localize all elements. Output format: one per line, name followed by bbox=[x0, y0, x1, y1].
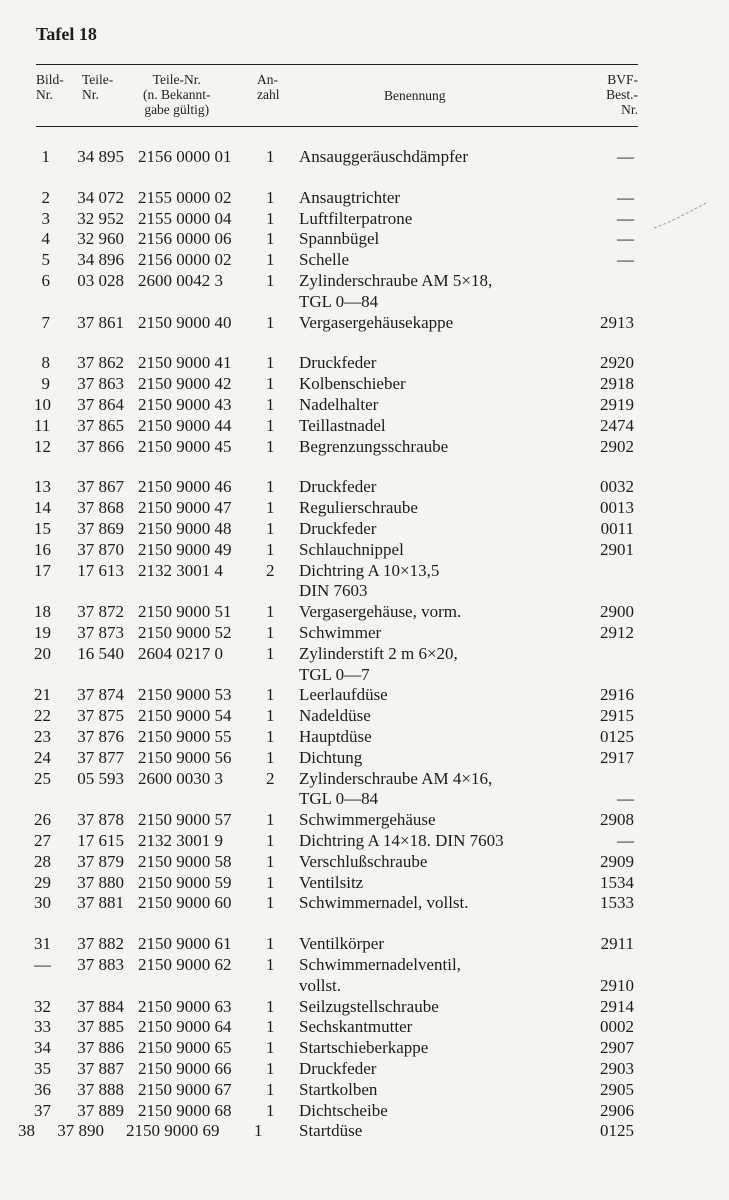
cell-anzahl: 1 bbox=[266, 727, 275, 746]
table-row bbox=[0, 352, 729, 374]
cell-bild-nr: 16 bbox=[34, 539, 51, 559]
cell-bvf-nr: 2901 bbox=[600, 539, 634, 559]
cell-benennung: Druckfeder bbox=[299, 519, 377, 538]
cell-anzahl: 1 bbox=[266, 477, 275, 497]
cell-teile-nr-neu: 2150 9000 55 bbox=[138, 727, 232, 746]
cell-bvf-nr: 2913 bbox=[600, 312, 634, 332]
cell-anzahl: 1 bbox=[266, 436, 275, 456]
cell-teile-nr: 16 540 bbox=[77, 643, 124, 663]
table-row bbox=[0, 373, 729, 395]
cell-bild-nr: 33 bbox=[34, 1017, 51, 1037]
table-row bbox=[0, 872, 729, 894]
cell-bild-nr: 7 bbox=[41, 312, 50, 332]
cell-bvf-nr: 2917 bbox=[600, 747, 634, 767]
cell-benennung: Kolbenschieber bbox=[299, 374, 406, 394]
cell-teile-nr-neu: 2600 0030 3 bbox=[138, 768, 223, 788]
cell-teile-nr: 37 888 bbox=[77, 1079, 124, 1099]
cell-teile-nr: 37 877 bbox=[77, 747, 124, 767]
table-row bbox=[0, 788, 729, 810]
table-row bbox=[0, 933, 729, 955]
cell-benennung: Leerlaufdüse bbox=[299, 685, 388, 705]
cell-benennung: Druckfeder bbox=[299, 1059, 377, 1078]
cell-teile-nr: 37 864 bbox=[77, 395, 124, 414]
cell-anzahl: 1 bbox=[266, 893, 275, 913]
cell-bvf-nr: 0032 bbox=[600, 477, 634, 497]
cell-teile-nr: 17 615 bbox=[77, 831, 124, 850]
cell-teile-nr-neu: 2150 9000 68 bbox=[138, 1100, 232, 1120]
cell-bild-nr: 21 bbox=[34, 685, 51, 705]
cell-teile-nr-neu: 2156 0000 02 bbox=[138, 250, 232, 270]
cell-bvf-nr: 2911 bbox=[600, 934, 634, 954]
cell-bild-nr: 20 bbox=[34, 643, 51, 663]
cell-anzahl: 1 bbox=[266, 623, 275, 642]
table-row bbox=[0, 1079, 729, 1101]
cell-benennung: Startschieberkappe bbox=[299, 1038, 429, 1058]
table-row bbox=[0, 539, 729, 561]
cell-teile-nr: 37 883 bbox=[77, 955, 124, 974]
cell-teile-nr: 37 882 bbox=[77, 934, 124, 954]
cell-bild-nr: 10 bbox=[34, 395, 51, 414]
cell-bvf-nr: — bbox=[617, 789, 634, 809]
cell-teile-nr: 37 889 bbox=[77, 1100, 124, 1120]
cell-bild-nr: 29 bbox=[34, 872, 51, 892]
cell-teile-nr-neu: 2150 9000 69 bbox=[126, 1121, 220, 1141]
table-row bbox=[0, 436, 729, 458]
cell-benennung: Schwimmernadelventil, bbox=[299, 955, 461, 974]
cell-bvf-nr: 2912 bbox=[600, 623, 634, 642]
cell-teile-nr: 34 896 bbox=[77, 250, 124, 270]
cell-benennung: Zylinderschraube AM 4×16, bbox=[299, 768, 493, 788]
cell-bvf-nr: 2908 bbox=[600, 810, 634, 830]
cell-teile-nr-neu: 2150 9000 66 bbox=[138, 1059, 232, 1078]
table-row bbox=[0, 580, 729, 602]
cell-teile-nr: 37 880 bbox=[77, 872, 124, 892]
cell-anzahl: 1 bbox=[266, 955, 275, 974]
table-row bbox=[0, 684, 729, 706]
cell-benennung: Dichtring A 14×18. DIN 7603 bbox=[299, 831, 504, 850]
cell-benennung: Nadelhalter bbox=[299, 395, 379, 414]
cell-anzahl: 1 bbox=[266, 539, 275, 559]
table-row bbox=[0, 312, 729, 334]
cell-bvf-nr: — bbox=[617, 208, 634, 228]
cell-bild-nr: 34 bbox=[34, 1038, 51, 1058]
cell-anzahl: 2 bbox=[266, 768, 275, 788]
cell-bvf-nr: — bbox=[617, 229, 634, 249]
cell-anzahl: 1 bbox=[266, 602, 275, 622]
cell-bvf-nr: 2903 bbox=[600, 1059, 634, 1078]
cell-bvf-nr: 2910 bbox=[600, 975, 634, 995]
cell-bvf-nr: 0013 bbox=[600, 498, 634, 518]
table-row bbox=[0, 228, 729, 250]
cell-bvf-nr: 0002 bbox=[600, 1017, 634, 1037]
cell-anzahl: 1 bbox=[266, 934, 275, 954]
table-row bbox=[0, 1037, 729, 1059]
cell-bild-nr: 31 bbox=[34, 934, 51, 954]
cell-bvf-nr: 2909 bbox=[600, 851, 634, 871]
cell-bvf-nr: 2902 bbox=[600, 436, 634, 456]
cell-teile-nr-neu: 2150 9000 46 bbox=[138, 477, 232, 497]
cell-teile-nr: 37 881 bbox=[77, 893, 124, 913]
cell-bvf-nr: 2919 bbox=[600, 395, 634, 414]
cell-bvf-nr: — bbox=[617, 831, 634, 850]
header-benennung: Benennung bbox=[384, 88, 446, 103]
table-row bbox=[0, 975, 729, 997]
cell-bild-nr: 13 bbox=[34, 477, 51, 497]
cell-benennung: Schwimmer bbox=[299, 623, 382, 642]
cell-teile-nr-neu: 2150 9000 62 bbox=[138, 955, 232, 974]
cell-bild-nr: 11 bbox=[34, 415, 51, 435]
header-bottom-rule bbox=[36, 126, 638, 127]
cell-benennung: Druckfeder bbox=[299, 353, 377, 373]
cell-bvf-nr: 2915 bbox=[600, 706, 634, 726]
cell-teile-nr-neu: 2150 9000 60 bbox=[138, 893, 232, 913]
cell-teile-nr-neu: 2150 9000 49 bbox=[138, 539, 232, 559]
cell-bild-nr: 4 bbox=[41, 229, 50, 249]
cell-anzahl: 1 bbox=[266, 643, 275, 663]
cell-anzahl: 1 bbox=[266, 353, 275, 373]
cell-anzahl: 1 bbox=[266, 1038, 275, 1058]
cell-benennung: Vergasergehäusekappe bbox=[299, 312, 454, 332]
cell-anzahl: 1 bbox=[266, 395, 275, 414]
cell-anzahl: 1 bbox=[266, 1100, 275, 1120]
cell-teile-nr-neu: 2155 0000 04 bbox=[138, 208, 232, 228]
table-row bbox=[0, 291, 729, 313]
cell-teile-nr: 37 865 bbox=[77, 415, 124, 435]
cell-teile-nr: 37 863 bbox=[77, 374, 124, 394]
cell-benennung: Startdüse bbox=[299, 1121, 363, 1141]
table-row bbox=[0, 768, 729, 790]
cell-benennung: Luftfilterpatrone bbox=[299, 208, 413, 228]
cell-bild-nr: 5 bbox=[41, 250, 50, 270]
header-top-rule bbox=[36, 64, 638, 65]
cell-bvf-nr: 2906 bbox=[600, 1100, 634, 1120]
cell-teile-nr-neu: 2150 9000 40 bbox=[138, 312, 232, 332]
cell-anzahl: 1 bbox=[266, 208, 275, 228]
cell-teile-nr: 37 870 bbox=[77, 539, 124, 559]
table-row bbox=[0, 643, 729, 665]
cell-teile-nr-neu: 2132 3001 4 bbox=[138, 560, 223, 580]
cell-teile-nr-neu: 2150 9000 45 bbox=[138, 436, 232, 456]
table-row bbox=[0, 1100, 729, 1122]
cell-benennung: Spannbügel bbox=[299, 229, 380, 249]
table-row bbox=[0, 830, 729, 852]
cell-teile-nr: 05 593 bbox=[77, 768, 124, 788]
table-row bbox=[0, 394, 729, 416]
cell-benennung: vollst. bbox=[299, 975, 342, 995]
table-row bbox=[0, 705, 729, 727]
cell-bvf-nr: 2914 bbox=[600, 996, 634, 1016]
cell-benennung: Schelle bbox=[299, 250, 350, 270]
cell-bvf-nr: 2907 bbox=[600, 1038, 634, 1058]
cell-teile-nr-neu: 2150 9000 57 bbox=[138, 810, 232, 830]
cell-anzahl: 2 bbox=[266, 560, 275, 580]
cell-anzahl: 1 bbox=[266, 851, 275, 871]
cell-bvf-nr: — bbox=[617, 147, 634, 166]
table-row bbox=[0, 518, 729, 540]
cell-teile-nr: 37 862 bbox=[77, 353, 124, 373]
cell-benennung: Schwimmergehäuse bbox=[299, 810, 436, 830]
cell-anzahl: 1 bbox=[266, 250, 275, 270]
cell-teile-nr-neu: 2150 9000 47 bbox=[138, 498, 232, 518]
cell-teile-nr: 37 887 bbox=[77, 1059, 124, 1078]
cell-anzahl: 1 bbox=[266, 872, 275, 892]
cell-bild-nr: 12 bbox=[34, 436, 51, 456]
cell-bvf-nr: 2920 bbox=[600, 353, 634, 373]
cell-anzahl: 1 bbox=[266, 415, 275, 435]
cell-benennung: TGL 0—84 bbox=[299, 291, 379, 311]
cell-bild-nr: 23 bbox=[34, 727, 51, 746]
cell-bild-nr: 26 bbox=[34, 810, 51, 830]
cell-benennung: Dichtung bbox=[299, 747, 363, 767]
cell-teile-nr: 17 613 bbox=[77, 560, 124, 580]
cell-bild-nr: 25 bbox=[34, 768, 51, 788]
cell-bild-nr: 6 bbox=[41, 271, 50, 290]
cell-teile-nr-neu: 2150 9000 59 bbox=[138, 872, 232, 892]
cell-bvf-nr: 0125 bbox=[600, 1121, 634, 1141]
table-row bbox=[0, 1120, 729, 1142]
cell-bild-nr: 27 bbox=[34, 831, 51, 850]
cell-teile-nr-neu: 2150 9000 43 bbox=[138, 395, 232, 414]
cell-anzahl: 1 bbox=[266, 147, 275, 166]
cell-bild-nr: 8 bbox=[41, 353, 50, 373]
cell-benennung: Dichtring A 10×13,5 bbox=[299, 560, 440, 580]
table-row bbox=[0, 622, 729, 644]
cell-teile-nr-neu: 2150 9000 41 bbox=[138, 353, 232, 373]
cell-benennung: Regulierschraube bbox=[299, 498, 418, 518]
cell-teile-nr: 37 872 bbox=[77, 602, 124, 622]
cell-teile-nr: 37 873 bbox=[77, 623, 124, 642]
header-bild: Bild- Nr. bbox=[36, 72, 64, 102]
cell-teile-nr: 32 960 bbox=[77, 229, 124, 249]
cell-teile-nr-neu: 2604 0217 0 bbox=[138, 643, 223, 663]
cell-teile-nr-neu: 2150 9000 52 bbox=[138, 623, 232, 642]
table-row bbox=[0, 996, 729, 1018]
cell-benennung: Ansaugtrichter bbox=[299, 187, 401, 207]
cell-anzahl: 1 bbox=[266, 810, 275, 830]
cell-teile-nr: 37 878 bbox=[77, 810, 124, 830]
cell-benennung: Dichtscheibe bbox=[299, 1100, 388, 1120]
cell-benennung: Druckfeder bbox=[299, 477, 377, 497]
cell-benennung: Teillastnadel bbox=[299, 415, 386, 435]
cell-teile-nr: 37 867 bbox=[77, 477, 124, 497]
cell-teile-nr-neu: 2150 9000 42 bbox=[138, 374, 232, 394]
cell-bvf-nr: 2474 bbox=[600, 415, 634, 435]
cell-teile-nr-neu: 2150 9000 63 bbox=[138, 996, 232, 1016]
cell-benennung: Verschlußschraube bbox=[299, 851, 428, 871]
cell-bild-nr: 9 bbox=[41, 374, 50, 394]
cell-teile-nr: 37 866 bbox=[77, 436, 124, 456]
cell-bild-nr: 18 bbox=[34, 602, 51, 622]
table-row bbox=[0, 187, 729, 209]
table-row bbox=[0, 497, 729, 519]
cell-benennung: Nadeldüse bbox=[299, 706, 371, 726]
cell-teile-nr-neu: 2150 9000 48 bbox=[138, 519, 232, 538]
cell-bvf-nr: 2918 bbox=[600, 374, 634, 394]
cell-teile-nr: 34 895 bbox=[77, 147, 124, 166]
cell-teile-nr-neu: 2155 0000 02 bbox=[138, 187, 232, 207]
cell-teile-nr-neu: 2150 9000 54 bbox=[138, 706, 232, 726]
table-row bbox=[0, 747, 729, 769]
cell-bild-nr: 35 bbox=[34, 1059, 51, 1078]
cell-teile-nr: 37 876 bbox=[77, 727, 124, 746]
cell-bild-nr: 38 bbox=[18, 1121, 35, 1141]
cell-benennung: Startkolben bbox=[299, 1079, 378, 1099]
cell-anzahl: 1 bbox=[266, 1079, 275, 1099]
cell-bild-nr: 1 bbox=[41, 147, 50, 166]
cell-anzahl: 1 bbox=[266, 187, 275, 207]
cell-anzahl: 1 bbox=[254, 1121, 263, 1141]
cell-benennung: Zylinderschraube AM 5×18, bbox=[299, 271, 493, 290]
cell-benennung: Ventilkörper bbox=[299, 934, 384, 954]
table-row bbox=[0, 249, 729, 271]
cell-benennung: Ventilsitz bbox=[299, 872, 364, 892]
cell-teile-nr: 37 885 bbox=[77, 1017, 124, 1037]
cell-teile-nr-neu: 2150 9000 61 bbox=[138, 934, 232, 954]
cell-bvf-nr: 1533 bbox=[600, 893, 634, 913]
cell-benennung: Seilzugstellschraube bbox=[299, 996, 439, 1016]
cell-anzahl: 1 bbox=[266, 685, 275, 705]
cell-anzahl: 1 bbox=[266, 747, 275, 767]
header-bvf: BVF- Best.- Nr. bbox=[606, 72, 638, 117]
cell-teile-nr: 37 886 bbox=[77, 1038, 124, 1058]
cell-benennung: Ansauggeräuschdämpfer bbox=[299, 147, 468, 166]
cell-benennung: Schlauchnippel bbox=[299, 539, 404, 559]
cell-bvf-nr: 2916 bbox=[600, 685, 634, 705]
cell-bild-nr: 22 bbox=[34, 706, 51, 726]
table-row bbox=[0, 476, 729, 498]
pencil-mark bbox=[652, 198, 710, 232]
cell-teile-nr-neu: 2150 9000 67 bbox=[138, 1079, 232, 1099]
cell-teile-nr-neu: 2150 9000 53 bbox=[138, 685, 232, 705]
cell-benennung: Begrenzungsschraube bbox=[299, 436, 449, 456]
cell-benennung: Sechskantmutter bbox=[299, 1017, 413, 1037]
cell-teile-nr-neu: 2150 9000 56 bbox=[138, 747, 232, 767]
cell-teile-nr: 37 869 bbox=[77, 519, 124, 538]
table-row bbox=[0, 208, 729, 230]
cell-anzahl: 1 bbox=[266, 312, 275, 332]
cell-teile-nr-neu: 2150 9000 65 bbox=[138, 1038, 232, 1058]
table-row bbox=[0, 954, 729, 976]
cell-bild-nr: 15 bbox=[34, 519, 51, 538]
table-row bbox=[0, 851, 729, 873]
cell-bild-nr: 37 bbox=[34, 1100, 51, 1120]
cell-bild-nr: 2 bbox=[41, 187, 50, 207]
cell-teile-nr-neu: 2156 0000 06 bbox=[138, 229, 232, 249]
cell-teile-nr-neu: 2150 9000 51 bbox=[138, 602, 232, 622]
cell-bvf-nr: 0011 bbox=[600, 519, 634, 538]
cell-anzahl: 1 bbox=[266, 706, 275, 726]
cell-teile-nr: 32 952 bbox=[77, 208, 124, 228]
cell-bild-nr: 24 bbox=[34, 747, 51, 767]
cell-teile-nr-neu: 2150 9000 64 bbox=[138, 1017, 232, 1037]
cell-bvf-nr: 2900 bbox=[600, 602, 634, 622]
cell-anzahl: 1 bbox=[266, 519, 275, 538]
cell-anzahl: 1 bbox=[266, 229, 275, 249]
cell-benennung: Schwimmernadel, vollst. bbox=[299, 893, 469, 913]
cell-teile-nr-neu: 2150 9000 58 bbox=[138, 851, 232, 871]
cell-bild-nr: 30 bbox=[34, 893, 51, 913]
cell-bvf-nr: 1534 bbox=[600, 872, 634, 892]
header-teile: Teile- Nr. bbox=[82, 72, 114, 102]
cell-benennung: Hauptdüse bbox=[299, 727, 372, 746]
cell-anzahl: 1 bbox=[266, 498, 275, 518]
cell-bvf-nr: — bbox=[617, 187, 634, 207]
cell-teile-nr: 37 879 bbox=[77, 851, 124, 871]
cell-teile-nr: 37 884 bbox=[77, 996, 124, 1016]
table-row bbox=[0, 1016, 729, 1038]
cell-benennung: TGL 0—7 bbox=[299, 664, 370, 684]
table-row bbox=[0, 892, 729, 914]
table-row bbox=[0, 1058, 729, 1080]
cell-bvf-nr: — bbox=[617, 250, 634, 270]
cell-bild-nr: 28 bbox=[34, 851, 51, 871]
table-row bbox=[0, 601, 729, 623]
cell-benennung: DIN 7603 bbox=[299, 581, 368, 601]
table-row bbox=[0, 726, 729, 748]
cell-bvf-nr: 0125 bbox=[600, 727, 634, 746]
cell-anzahl: 1 bbox=[266, 374, 275, 394]
cell-bild-nr: 14 bbox=[34, 498, 51, 518]
table-row bbox=[0, 415, 729, 437]
cell-benennung: TGL 0—84 bbox=[299, 789, 379, 809]
cell-anzahl: 1 bbox=[266, 1017, 275, 1037]
cell-teile-nr-neu: 2150 9000 44 bbox=[138, 415, 232, 435]
cell-teile-nr-neu: 2132 3001 9 bbox=[138, 831, 223, 850]
cell-teile-nr: 37 890 bbox=[57, 1121, 104, 1141]
cell-teile-nr: 34 072 bbox=[77, 187, 124, 207]
table-row bbox=[0, 809, 729, 831]
cell-anzahl: 1 bbox=[266, 996, 275, 1016]
cell-teile-nr-neu: 2600 0042 3 bbox=[138, 271, 223, 290]
table-row bbox=[0, 270, 729, 292]
cell-bild-nr: 36 bbox=[34, 1079, 51, 1099]
table-row bbox=[0, 560, 729, 582]
cell-bild-nr: — bbox=[34, 955, 51, 974]
header-anzahl: An- zahl bbox=[257, 72, 280, 102]
table-row bbox=[0, 146, 729, 168]
cell-teile-nr: 37 874 bbox=[77, 685, 124, 705]
cell-bild-nr: 17 bbox=[34, 560, 51, 580]
cell-bvf-nr: 2905 bbox=[600, 1079, 634, 1099]
cell-bild-nr: 32 bbox=[34, 996, 51, 1016]
table-row bbox=[0, 664, 729, 686]
cell-bild-nr: 19 bbox=[34, 623, 51, 642]
cell-teile-nr: 37 861 bbox=[77, 312, 124, 332]
cell-benennung: Zylinderstift 2 m 6×20, bbox=[299, 643, 458, 663]
cell-anzahl: 1 bbox=[266, 271, 275, 290]
page-title: Tafel 18 bbox=[36, 24, 97, 44]
cell-benennung: Vergasergehäuse, vorm. bbox=[299, 602, 462, 622]
cell-anzahl: 1 bbox=[266, 1059, 275, 1078]
cell-anzahl: 1 bbox=[266, 831, 275, 850]
cell-teile-nr: 37 875 bbox=[77, 706, 124, 726]
cell-teile-nr: 37 868 bbox=[77, 498, 124, 518]
header-teilenr: Teile-Nr. (n. Bekannt- gabe gültig) bbox=[143, 72, 211, 117]
cell-teile-nr-neu: 2156 0000 01 bbox=[138, 147, 232, 166]
cell-teile-nr: 03 028 bbox=[77, 271, 124, 290]
cell-bild-nr: 3 bbox=[41, 208, 50, 228]
